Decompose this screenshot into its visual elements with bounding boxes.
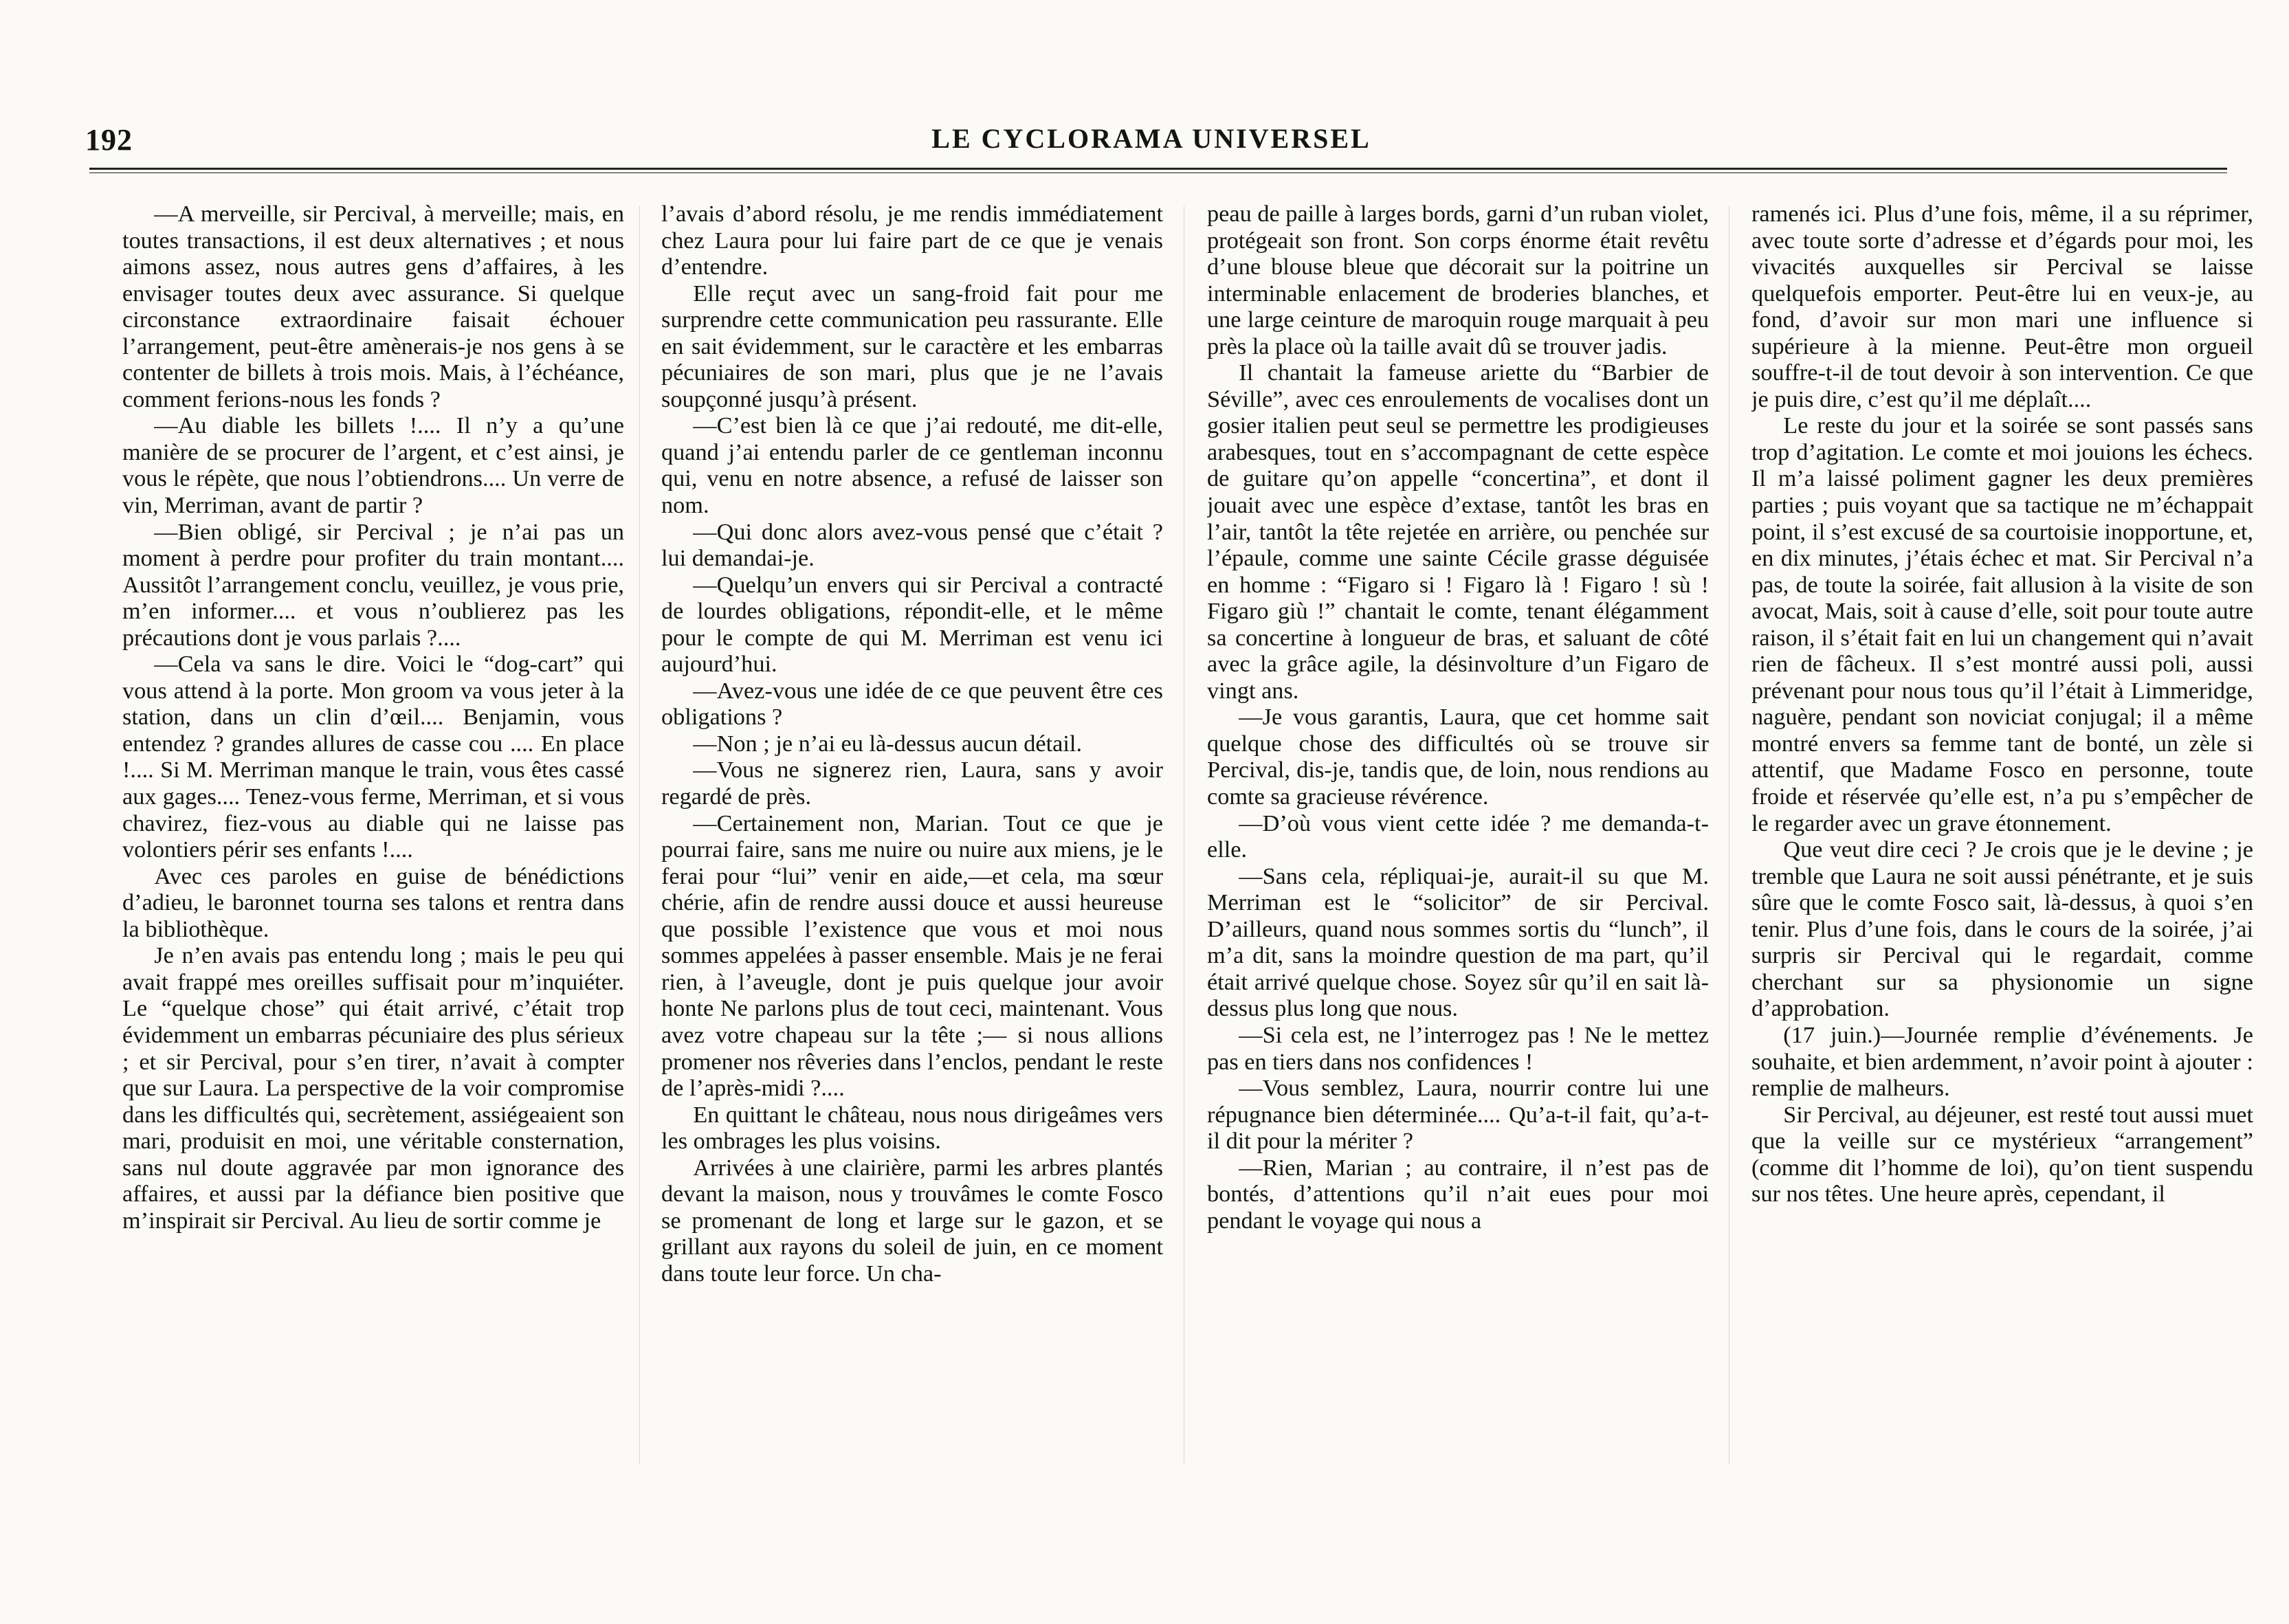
paragraph: —Sans cela, répliquai-je, aurait-il su que M. Merriman est le “solicitor” de sir Percival. D’ailleurs, quand nous sommes sortis du “lunch”, il m’a dit, sans la moindre question de ma part, qu’il était arrivé quelque chose. Soyez sûr qu’il en sait là-dessus plus long que nous. (1207, 863, 1709, 1022)
paragraph: —A merveille, sir Percival, à merveille; mais, en toutes transactions, il est deux alternatives ; et nous aimons assez, nous autres gens d’affaires, à les envisager toutes deux avec assurance. Si quelque circonstance extraordinaire faisait échouer l’arrangement, peut-être amènerais-je nos gens à se contenter de billets à trois mois. Mais, à l’échéance, comment ferions-nous les fonds ? (122, 201, 624, 412)
paragraph: —Vous semblez, Laura, nourrir contre lui une répugnance bien déterminée.... Qu’a-t-il fait, qu’a-t-il dit pour la mériter ? (1207, 1075, 1709, 1155)
paragraph: —Qui donc alors avez-vous pensé que c’était ? lui demandai-je. (661, 518, 1163, 572)
paragraph: —C’est bien là ce que j’ai redouté, me dit-elle, quand j’ai entendu parler de ce gentleman inconnu qui, venu en notre absence, a refusé de laisser son nom. (661, 412, 1163, 519)
paragraph: —Quelqu’un envers qui sir Percival a contracté de lourdes obligations, répondit-elle, et le même pour le compte de qui M. Merriman est venu ici aujourd’hui. (661, 571, 1163, 678)
paragraph: Arrivées à une clairière, parmi les arbres plantés devant la maison, nous y trouvâmes le comte Fosco se promenant de long et large sur le gazon, et se grillant aux rayons du soleil de juin, en ce moment dans toute leur force. Un cha- (661, 1154, 1163, 1287)
paragraph: —Avez-vous une idée de ce que peuvent être ces obligations ? (661, 677, 1163, 731)
paragraph: —Rien, Marian ; au contraire, il n’est pas de bontés, d’attentions qu’il n’ait eues pour moi pendant le voyage qui nous a (1207, 1154, 1709, 1234)
page-header (82, 122, 2220, 164)
paragraph: Elle reçut avec un sang-froid fait pour me surprendre cette communication peu rassurante. Elle en sait évidemment, sur le caractère et les embarras pécuniaires de son mari, plus que je ne l’avais soupçonné jusqu’à présent. (661, 280, 1163, 412)
paragraph: —Vous ne signerez rien, Laura, sans y avoir regardé de près. (661, 757, 1163, 810)
paragraph: peau de paille à larges bords, garni d’un ruban violet, protégeait son front. Son corps énorme était revêtu d’une blouse bleue que décorait sur la poitrine un interminable enlacement de broderies blanches, et une large ceinture de maroquin rouge marquait à peu près la place où la taille avait dû se trouver jadis. (1207, 201, 1709, 359)
text-column-3 (1207, 201, 1709, 1493)
text-column-1 (122, 201, 624, 1493)
paragraph: —Bien obligé, sir Percival ; je n’ai pas un moment à perdre pour profiter du train montant.... Aussitôt l’arrangement conclu, veuillez, je vous prie, m’en informer.... et vous n’oublierez pas les précautions dont je vous parlais ?.... (122, 518, 624, 651)
text-column-2 (661, 201, 1163, 1493)
paragraph: —Non ; je n’ai eu là-dessus aucun détail. (693, 730, 1083, 757)
paragraph: En quittant le château, nous nous dirigeâmes vers les ombrages les plus voisins. (661, 1101, 1163, 1155)
column-divider (639, 206, 640, 1464)
paragraph: Le reste du jour et la soirée se sont passés sans trop d’agitation. Le comte et moi jouions les échecs. Il m’a laissé poliment gagner les deux premières parties ; puis voyant que sa tactique ne m’échappait point, il s’est excusé de sa courtoisie inopportune, et, en dix minutes, j’étais échec et mat. Sir Percival n’a pas, de toute la soirée, fait allusion à la visite de son avocat, Mais, soit à cause d’elle, soit pour toute autre raison, il s’était fait en lui un changement qui n’avait rien de fâcheux. Il s’est montré aussi poli, aussi prévenant pour nous tous qu’il l’était à Limmeridge, naguère, pendant son noviciat conjugal; il a même montré envers sa femme tant de bonté, un zèle si attentif, que Madame Fosco en personne, toute froide et réservée qu’elle est, n’a pu s’empêcher de le regarder avec un grave étonnement. (1751, 412, 2253, 836)
paragraph: —Je vous garantis, Laura, que cet homme sait quelque chose des difficultés où se trouve sir Percival, dis-je, tandis que, de loin, nous rendions au comte sa gracieuse révérence. (1207, 704, 1709, 810)
paragraph: Il chantait la fameuse ariette du “Barbier de Séville”, avec ces enroulements de vocalises dont un gosier italien peut seul se permettre les prodigieuses arabesques, tout en s’accompagnant de cette espèce de guitare qu’on appelle “concertina”, et dont il jouait avec une espèce d’extase, tantôt les bras en l’air, tantôt la tête rejetée en arrière, ou penchée sur l’épaule, comme une sainte Cécile grasse déguisée en homme : “Figaro si ! Figaro là ! Figaro ! sù ! Figaro giù !” chantait le comte, tenant élégamment sa concertine à longueur de bras, et saluant de côté avec la grâce agile, la désinvolture d’un Figaro de vingt ans. (1207, 359, 1709, 704)
text-column-4 (1751, 201, 2253, 1493)
header-rule (89, 168, 2227, 173)
paragraph: Que veut dire ceci ? Je crois que je le devine ; je tremble que Laura ne soit aussi pénétrante, et je suis sûre que le comte Fosco sait, là-dessus, à quoi s’en tenir. Plus d’une fois, dans le cours de la soirée, j’ai surpris sir Percival qui le regardait, comme cherchant sur sa physionomie un signe d’approbation. (1751, 836, 2253, 1022)
paragraph: (17 juin.)—Journée remplie d’événements. Je souhaite, et bien ardemment, n’avoir point à ajouter : remplie de malheurs. (1751, 1021, 2253, 1102)
paragraph: —D’où vous vient cette idée ? me demanda-t-elle. (1207, 810, 1709, 863)
paragraph: Avec ces paroles en guise de bénédictions d’adieu, le baronnet tourna ses talons et rentra dans la bibliothèque. (122, 863, 624, 942)
paragraph: —Cela va sans le dire. Voici le “dog-cart” qui vous attend à la porte. Mon groom va vous jeter à la station, dans un clin d’œil.... Benjamin, vous entendez ? grandes allures de casse cou .... En place !.... Si M. Merriman manque le train, vous êtes cassé aux gages.... Tenez-vous ferme, Merriman, et si vous chavirez, fiez-vous au diable qui ne laisse pas volontiers périr ses enfants !.... (122, 651, 624, 863)
paragraph: —Certainement non, Marian. Tout ce que je pourrai faire, sans me nuire ou nuire aux miens, je le ferai pour “lui” venir en aide,—et cela, ma sœur chérie, afin de rendre aussi douce et aussi heureuse que possible l’existence que vous et moi nous sommes appelées à passer ensemble. Mais je ne ferai rien, à l’aveugle, dont je puis quelque jour avoir honte Ne parlons plus de tout ceci, maintenant. Vous avez votre chapeau sur la tête ;— si nous allions promener nos rêveries dans l’enclos, pendant le reste de l’après-midi ?.... (661, 810, 1163, 1102)
running-title: LE CYCLORAMA UNIVERSEL (931, 123, 1371, 154)
paragraph: —Si cela est, ne l’interrogez pas ! Ne le mettez pas en tiers dans nos confidences ! (1207, 1021, 1709, 1075)
paragraph: Je n’en avais pas entendu long ; mais le peu qui avait frappé mes oreilles suffisait pour m’inquiéter. Le “quelque chose” qui était arrivé, c’était trop évidemment un embarras pécuniaire des plus sérieux ; et sir Percival, pour s’en tirer, n’avait à compter que sur Laura. La perspective de la voir compromise dans les difficultés qui, secrètement, assiégeaient son mari, produisit en moi, une véritable consternation, sans nul doute aggravée par mon ignorance des affaires, et aussi par la défiance bien positive que m’inspirait sir Percival. Au lieu de sortir comme je (122, 942, 624, 1234)
paragraph: ramenés ici. Plus d’une fois, même, il a su réprimer, avec toute sorte d’adresse et d’égards pour moi, les vivacités auxquelles sir Percival se laisse quelquefois emporter. Peut-être lui en veux-je, au fond, d’avoir sur mon mari une influence si supérieure à la mienne. Peut-être mon orgueil souffre-t-il de tout devoir à son intervention. Ce que je puis dire, c’est qu’il me déplaît.... (1751, 201, 2253, 412)
paragraph: l’avais d’abord résolu, je me rendis immédiatement chez Laura pour lui faire part de ce que je venais d’entendre. (661, 201, 1163, 280)
page-number: 192 (85, 123, 133, 157)
paragraph: —Au diable les billets !.... Il n’y a qu’une manière de se procurer de l’argent, et c’est ainsi, je vous le répète, que nous l’obtiendrons.... Un verre de vin, Merriman, avant de partir ? (122, 412, 624, 519)
paragraph: Sir Percival, au déjeuner, est resté tout aussi muet que la veille sur ce mystérieux “arrangement” (comme dit l’homme de loi), qu’on tient suspendu sur nos têtes. Une heure après, cependant, il (1751, 1101, 2253, 1208)
